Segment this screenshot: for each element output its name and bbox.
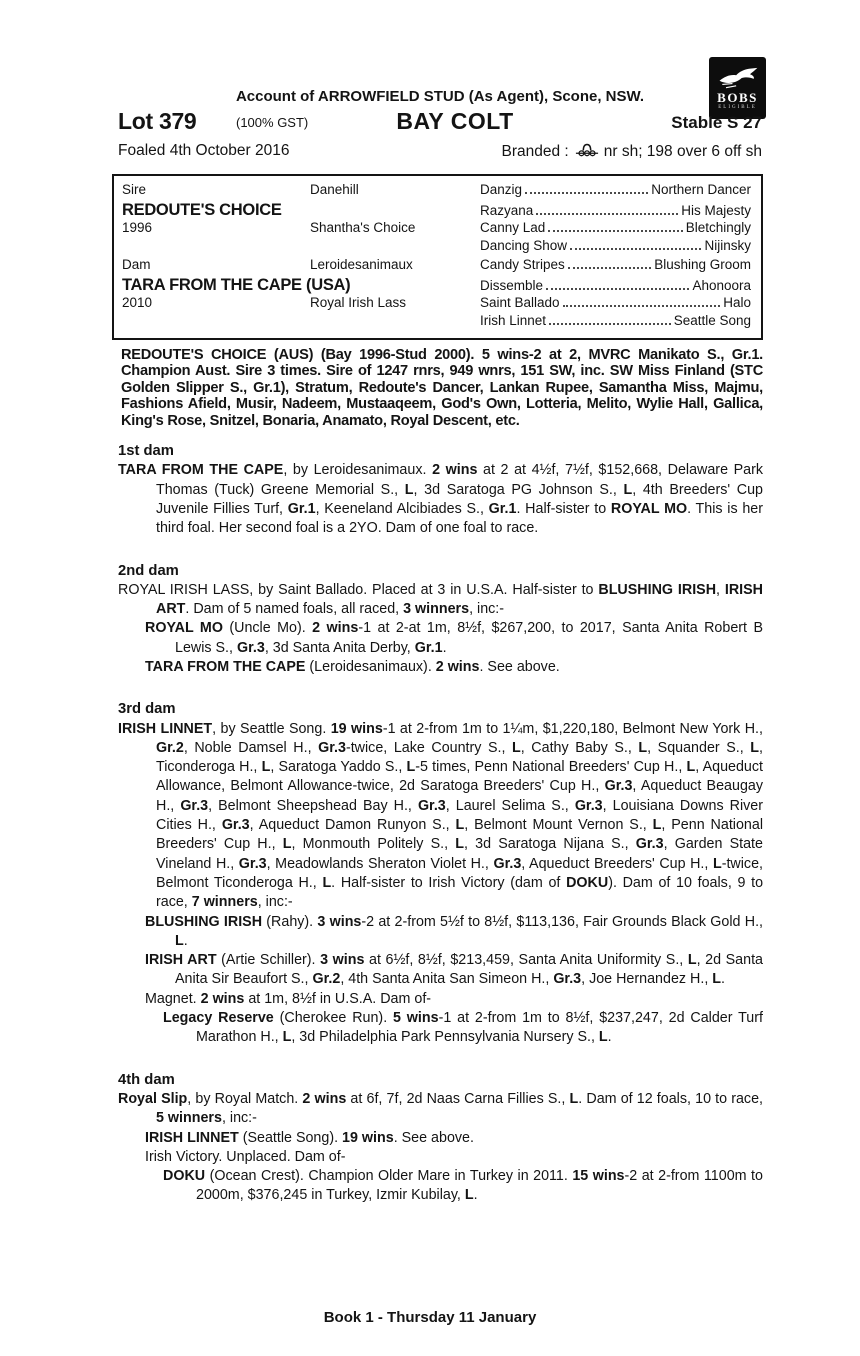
grandsire-name: Canny Lad: [480, 219, 546, 235]
grandsire-name: Razyana: [480, 202, 534, 218]
granddam-name: His Majesty: [681, 202, 751, 218]
granddam-name: Ahonoora: [692, 277, 751, 293]
pedigree-entry: TARA FROM THE CAPE, by Leroidesanimaux. 2 wins at 2 at 4½f, 7½f, $152,668, Delaware Park Thomas (Tuck) Greene Memorial S., L, 3d Saratoga PG Johnson S., L, 4th Breeders' Cup Juvenile Fillies Turf, Gr.1, Keeneland Alcibiades S., Gr.1. Half-sister to ROYAL MO. This is her third foal. Her second foal is a 2YO. Dam of one foal to race.: [118, 462, 764, 537]
foaled-date: Foaled 4th October 2016: [118, 142, 290, 159]
granddam-name: Northern Dancer: [651, 182, 751, 197]
branded-text: nr sh; 198 over 6 off sh: [603, 142, 762, 160]
pedigree-entry: Royal Slip, by Royal Match. 2 wins at 6f, 7f, 2d Naas Carna Fillies S., L. Dam of 12 foals, 10 to race, 5 winners, inc:-: [118, 1090, 764, 1127]
pedigree-entry: ROYAL IRISH LASS, by Saint Ballado. Placed at 3 in U.S.A. Half-sister to BLUSHING IRISH, IRISH ART. Dam of 5 named foals, all raced, 3 winners, inc:-: [118, 581, 764, 618]
page-title: BAY COLT: [396, 108, 514, 134]
pedigree-entry: IRISH LINNET, by Seattle Song. 19 wins-1 at 2-from 1m to 1¼m, $1,220,180, Belmont New York H., Gr.2, Noble Damsel H., Gr.3-twice, Lake Country S., L, Cathy Baby S., L, Squander S., L, Ticonderoga H., L, Saratoga Yaddo S., L-5 times, Penn National Breeders' Cup H., L, Aqueduct Allowance, Belmont Allowance-twice, 2d Saratoga Breeders' Cup H., Gr.3, Aqueduct Beaugay H., Gr.3, Belmont Sheepshead Bay H., Gr.3, Laurel Selima S., Gr.3, Louisiana Downs River Cities H., Gr.3, Aqueduct Damon Runyon S., L, Belmont Mount Vernon S., L, Penn National Breeders' Cup H., L, Monmouth Politely S., L, 3d Saratoga Nijana S., Gr.3, Garden State Vineland H., Gr.3, Meadowlands Sheraton Violet H., Gr.3, Aqueduct Breeders' Cup H., L-twice, Belmont Ticonderoga H., L. Half-sister to Irish Victory (dam of DOKU). Dam of 10 foals, 9 to race, 7 winners, inc:-: [118, 720, 764, 911]
granddam-name: Bletchingly: [685, 219, 751, 235]
granddam-name: Nijinsky: [704, 238, 751, 254]
dot-leader: [546, 288, 689, 290]
pedigree-grandparents: [480, 257, 751, 272]
grandsire-name: Irish Linnet: [480, 313, 547, 329]
pedigree-row: [122, 201, 751, 220]
account-line: Account of ARROWFIELD STUD (As Agent), Scone, NSW.: [235, 88, 645, 105]
pedigree-entry: ROYAL MO (Uncle Mo). 2 wins-1 at 2-at 1m, 8½f, $267,200, to 2017, Santa Anita Robert B Lewis S., Gr.3, 3d Santa Anita Derby, Gr.1.: [145, 620, 763, 656]
pedigree-grandparents: [480, 203, 751, 218]
pedigree-grandparents: [480, 295, 751, 310]
dam-section-2: [118, 562, 763, 678]
dam-section-1: [118, 442, 763, 538]
dam-section-heading: 4th dam: [118, 1071, 175, 1088]
dam-section-heading: 2nd dam: [118, 562, 179, 579]
pedigree-parent: Leroidesanimaux: [310, 257, 413, 273]
gst-note: (100% GST): [236, 115, 309, 130]
pedigree-grandparents: [480, 313, 751, 328]
pedigree-row: [122, 182, 751, 201]
dot-leader: [570, 248, 701, 250]
pedigree-entry: IRISH ART (Artie Schiller). 3 wins at 6½f, 8½f, $213,459, Santa Anita Uniformity S., L, 2d Santa Anita Sir Beaufort S., Gr.2, 4th Santa Anita San Simeon H., Gr.3, Joe Hernandez H., L.: [145, 952, 764, 988]
pedigree-label: Sire: [122, 182, 147, 197]
pedigree-row: [122, 257, 751, 276]
pedigree-grandparents: [480, 182, 751, 197]
dam-section-4: [118, 1071, 763, 1206]
pedigree-entry: Magnet. 2 wins at 1m, 8½f in U.S.A. Dam of-: [145, 990, 432, 1007]
dot-leader: [549, 323, 671, 325]
grandsire-name: Danzig: [480, 182, 523, 197]
pedigree-entry: Legacy Reserve (Cherokee Run). 5 wins-1 at 2-from 1m to 8½f, $237,247, 2d Calder Turf Marathon H., L, 3d Philadelphia Park Pennsylvania Nursery S., L.: [163, 1010, 763, 1046]
catalogue-body: [118, 347, 763, 1206]
dam-year: 2010: [122, 294, 153, 310]
sire-name: REDOUTE'S CHOICE: [122, 200, 282, 219]
pedigree-grandparents: [480, 238, 751, 253]
dam-section-heading: 1st dam: [118, 443, 174, 460]
foaled-row: [118, 142, 762, 164]
pedigree-parent: Shantha's Choice: [310, 219, 416, 235]
dot-leader: [568, 267, 651, 269]
brand-mark-icon: [575, 142, 599, 159]
pedigree-entry: DOKU (Ocean Crest). Champion Older Mare in Turkey in 2011. 15 wins-2 at 2-from 1100m to 2000m, $376,245 in Turkey, Izmir Kubilay, L.: [163, 1168, 763, 1204]
pedigree-entry: Irish Victory. Unplaced. Dam of-: [145, 1148, 346, 1165]
bobs-logo-name: BOBS: [717, 89, 758, 105]
pedigree-row: [122, 276, 751, 295]
pedigree-row: [122, 238, 751, 257]
galloping-horse-icon: [715, 66, 761, 90]
pedigree-grandparents: [480, 220, 751, 235]
pedigree-row: [122, 313, 751, 332]
pedigree-entry: BLUSHING IRISH (Rahy). 3 wins-2 at 2-from 5½f to 8½f, $113,136, Fair Grounds Black Gold H., L.: [145, 913, 764, 949]
branded-info: [502, 142, 762, 161]
dot-leader: [548, 230, 682, 232]
lot-number: Lot 379: [118, 108, 197, 134]
sire-summary: REDOUTE'S CHOICE (AUS) (Bay 1996-Stud 2000). 5 wins-2 at 2, MVRC Manikato S., Gr.1. Champion Aust. Sire 3 times. Sire of 1247 rnrs, 949 wnrs, 151 SW, inc. SW Miss Finland (STC Golden Slipper S., Gr.1), Stratum, Redoute's Dancer, Lankan Rupee, Samantha Miss, Majmu, Fashions Afield, Musir, Nadeem, Mustaaqeem, God's Own, Lotteria, Melito, Wylie Hall, Gallica, King's Rose, Snitzel, Bonaria, Anamato, Royal Descent, etc.: [121, 347, 763, 429]
pedigree-table: [112, 174, 763, 340]
dam-section-3: [118, 700, 763, 1047]
dot-leader: [563, 305, 721, 307]
lot-row: [118, 108, 762, 138]
granddam-name: Halo: [723, 294, 751, 310]
dam-section-heading: 3rd dam: [118, 701, 176, 718]
pedigree-label: Dam: [122, 257, 151, 273]
pedigree-parent: Royal Irish Lass: [310, 294, 407, 310]
bobs-logo-subtext: ELIGIBLE: [718, 104, 757, 110]
branded-label: Branded :: [501, 142, 569, 160]
granddam-name: Seattle Song: [673, 313, 751, 329]
pedigree-row: [122, 220, 751, 239]
pedigree-row: [122, 295, 751, 314]
stable-number: Stable S 27: [671, 113, 762, 132]
grandsire-name: Candy Stripes: [480, 257, 565, 273]
dam-name: TARA FROM THE CAPE (USA): [122, 275, 351, 294]
pedigree-grandparents: [480, 278, 751, 293]
pedigree-parent: Danehill: [310, 182, 359, 197]
dot-leader: [525, 192, 648, 194]
grandsire-name: Saint Ballado: [480, 294, 560, 310]
page-footer: Book 1 - Thursday 11 January: [323, 1309, 537, 1326]
granddam-name: Blushing Groom: [654, 257, 751, 273]
grandsire-name: Dissemble: [480, 277, 544, 293]
pedigree-entry: TARA FROM THE CAPE (Leroidesanimaux). 2 wins. See above.: [145, 659, 560, 675]
sire-year: 1996: [122, 219, 153, 235]
pedigree-entry: IRISH LINNET (Seattle Song). 19 wins. See above.: [145, 1129, 474, 1146]
grandsire-name: Dancing Show: [480, 238, 568, 254]
dot-leader: [536, 213, 678, 215]
